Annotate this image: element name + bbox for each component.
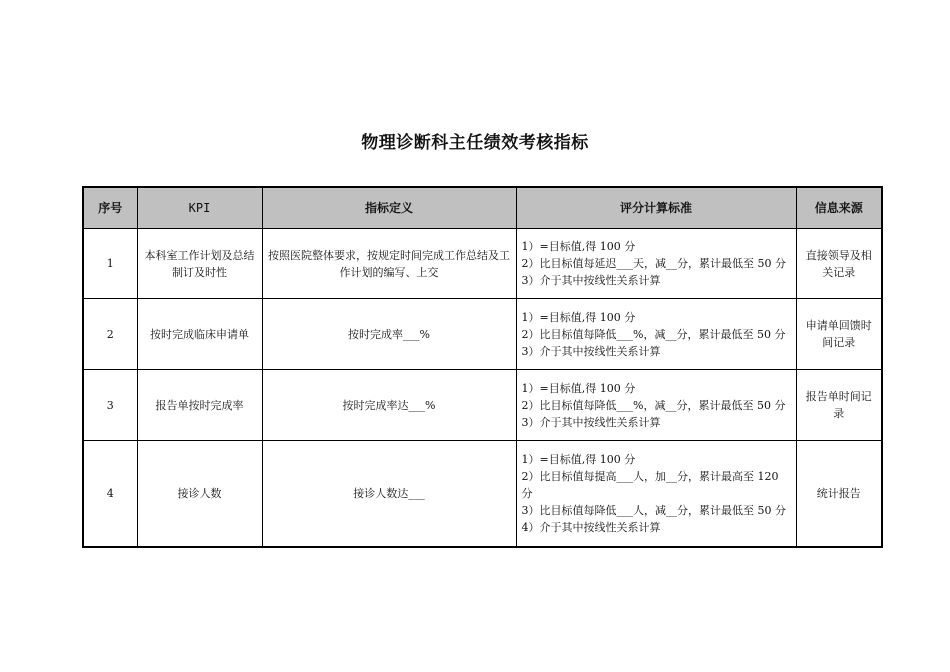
criteria-line: 1）=目标值,得 100 分 — [521, 452, 636, 466]
criteria-line: 4）介于其中按线性关系计算 — [521, 520, 661, 534]
row-definition: 接诊人数达___ — [262, 441, 516, 547]
header-criteria: 评分计算标准 — [516, 187, 796, 229]
row-kpi: 本科室工作计划及总结制订及时性 — [137, 229, 262, 299]
row-criteria — [516, 441, 796, 547]
row-no: 3 — [83, 370, 137, 441]
header-source: 信息来源 — [796, 187, 882, 229]
row-criteria — [516, 229, 796, 299]
table-row — [83, 229, 882, 299]
criteria-line: 3）介于其中按线性关系计算 — [521, 274, 661, 287]
criteria-line: 2）比目标值每降低___%，减__分，累计最低至 50 分 — [521, 327, 786, 341]
table-row — [83, 441, 882, 547]
table-row — [83, 370, 882, 441]
row-definition: 按照医院整体要求，按规定时间完成工作总结及工作计划的编写、上交 — [262, 229, 516, 299]
row-source: 直接领导及相关记录 — [796, 229, 882, 299]
kpi-table — [82, 186, 883, 548]
page-title: 物理诊断科主任绩效考核指标 — [361, 133, 589, 153]
row-no: 4 — [83, 441, 137, 547]
row-kpi: 报告单按时完成率 — [137, 370, 262, 441]
row-no: 2 — [83, 299, 137, 370]
row-definition: 按时完成率___% — [262, 299, 516, 370]
table-header-row — [83, 187, 882, 229]
row-no: 1 — [83, 229, 137, 299]
criteria-line: 1）=目标值,得 100 分 — [521, 310, 636, 324]
row-definition: 按时完成率达___% — [262, 370, 516, 441]
row-criteria — [516, 299, 796, 370]
criteria-line: 2）比目标值每提高___人，加__分，累计最高至 120 分 — [521, 469, 779, 500]
row-source: 申请单回馈时间记录 — [796, 299, 882, 370]
table-row — [83, 299, 882, 370]
criteria-line: 3）介于其中按线性关系计算 — [521, 344, 661, 358]
criteria-line: 3）比目标值每降低___人，减__分，累计最低至 50 分 — [521, 503, 786, 517]
criteria-line: 2）比目标值每降低___%，减__分，累计最低至 50 分 — [521, 398, 786, 412]
row-criteria — [516, 370, 796, 441]
criteria-line: 1）=目标值,得 100 分 — [521, 240, 636, 253]
header-no: 序号 — [83, 187, 137, 229]
row-source: 统计报告 — [796, 441, 882, 547]
criteria-line: 3）介于其中按线性关系计算 — [521, 415, 661, 429]
header-kpi: KPI — [137, 187, 262, 229]
header-definition: 指标定义 — [262, 187, 516, 229]
criteria-line: 2）比目标值每延迟___天，减__分，累计最低至 50 分 — [521, 257, 786, 270]
criteria-line: 1）=目标值,得 100 分 — [521, 381, 636, 395]
row-kpi: 接诊人数 — [137, 441, 262, 547]
row-source: 报告单时间记录 — [796, 370, 882, 441]
row-kpi: 按时完成临床申请单 — [137, 299, 262, 370]
